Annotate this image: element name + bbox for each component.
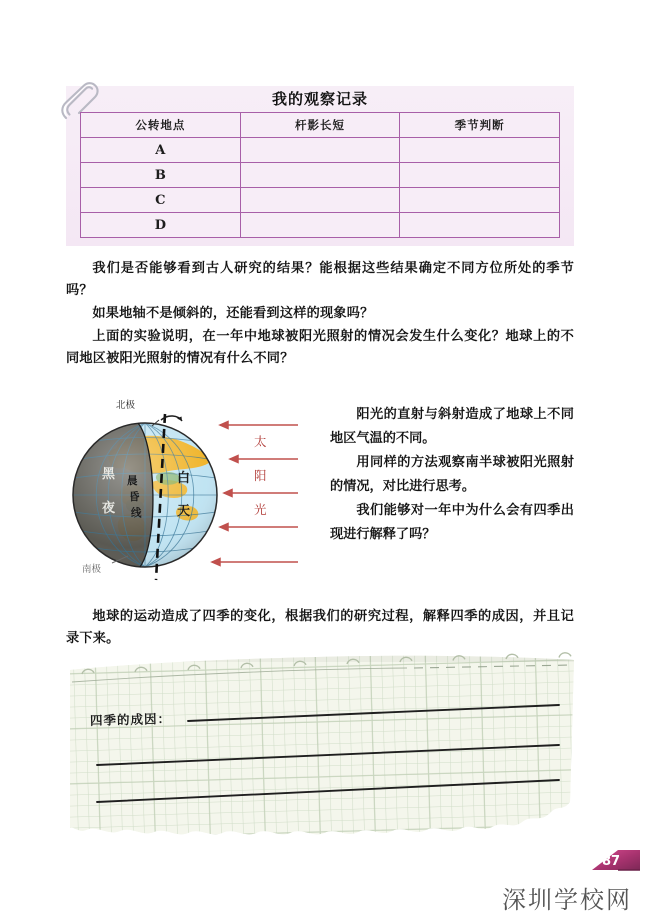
cell-shadow[interactable] xyxy=(240,213,400,238)
sunlight-arrow xyxy=(230,456,298,463)
paragraph-explain-seasons: 我们能够对一年中为什么会有四季出现进行解释了吗？ xyxy=(330,503,574,542)
cell-location: C xyxy=(81,188,241,213)
observation-record-card xyxy=(66,86,574,246)
column-header-shadow: 杆影长短 xyxy=(240,113,400,138)
sunlight-arrow xyxy=(224,490,298,497)
cell-shadow[interactable] xyxy=(240,188,400,213)
cell-season[interactable] xyxy=(400,188,560,213)
label-day-char2: 天 xyxy=(177,504,191,519)
paragraph-southern-hemisphere: 用同样的方法观察南半球被阳光照射的情况，对比进行思考。 xyxy=(330,455,574,494)
column-header-location: 公转地点 xyxy=(81,113,241,138)
column-header-season: 季节判断 xyxy=(400,113,560,138)
label-sunlight-char-3: 光 xyxy=(254,502,267,517)
sunlight-arrow xyxy=(220,524,298,531)
svg-text:线: 线 xyxy=(131,507,142,519)
cell-location: A xyxy=(81,138,241,163)
page-number-badge xyxy=(578,848,640,878)
prose-block-lower xyxy=(66,606,574,651)
svg-text:昏: 昏 xyxy=(129,491,140,503)
table-row xyxy=(81,163,560,188)
label-day-char1: 白 xyxy=(177,471,191,486)
paragraph-ancient-results: 我们是否能够看到古人研究的结果？能根据这些结果确定不同方位所处的季节吗？ xyxy=(66,261,574,298)
table-row xyxy=(81,138,560,163)
table-row xyxy=(81,188,560,213)
cell-season[interactable] xyxy=(400,213,560,238)
earth-sunlight-diagram xyxy=(60,390,300,590)
paragraph-direct-oblique: 阳光的直射与斜射造成了地球上不同地区气温的不同。 xyxy=(330,407,574,446)
record-card-title: 我的观察记录 xyxy=(271,90,368,108)
cell-location: D xyxy=(81,213,241,238)
label-sunlight-char-1: 太 xyxy=(254,434,267,449)
paragraph-record-seasons: 地球的运动造成了四季的变化，根据我们的研究过程，解释四季的成因，并且记录下来。 xyxy=(66,609,574,646)
table-header-row xyxy=(81,113,560,138)
sunlight-arrow xyxy=(220,422,298,429)
cell-season[interactable] xyxy=(400,163,560,188)
label-south-pole: 南极 xyxy=(82,564,102,575)
table-row xyxy=(81,213,560,238)
svg-text:晨: 晨 xyxy=(127,475,138,487)
prose-block-side xyxy=(330,403,574,547)
page-number-text: 87 xyxy=(602,854,621,869)
grid-paper-label: 四季的成因： xyxy=(89,711,172,728)
cell-location: B xyxy=(81,163,241,188)
grid-paper-worksheet xyxy=(62,652,582,842)
paragraph-experiment-explains: 上面的实验说明，在一年中地球被阳光照射的情况会发生什么变化？地球上的不同地区被阳光照射的情况有什么不同？ xyxy=(66,329,574,366)
paragraph-tilted-axis: 如果地轴不是倾斜的，还能看到这样的现象吗？ xyxy=(92,306,374,321)
label-night-char1: 黑 xyxy=(102,467,116,482)
label-sunlight-char-2: 阳 xyxy=(254,468,267,483)
prose-block-top xyxy=(66,258,574,371)
site-watermark: 深圳学校网 xyxy=(502,886,632,914)
cell-season[interactable] xyxy=(400,138,560,163)
cell-shadow[interactable] xyxy=(240,138,400,163)
cell-shadow[interactable] xyxy=(240,163,400,188)
sunlight-arrow xyxy=(212,559,298,566)
label-night-char2: 夜 xyxy=(102,501,116,516)
label-north-pole: 北极 xyxy=(116,400,136,411)
observation-table xyxy=(80,112,560,238)
